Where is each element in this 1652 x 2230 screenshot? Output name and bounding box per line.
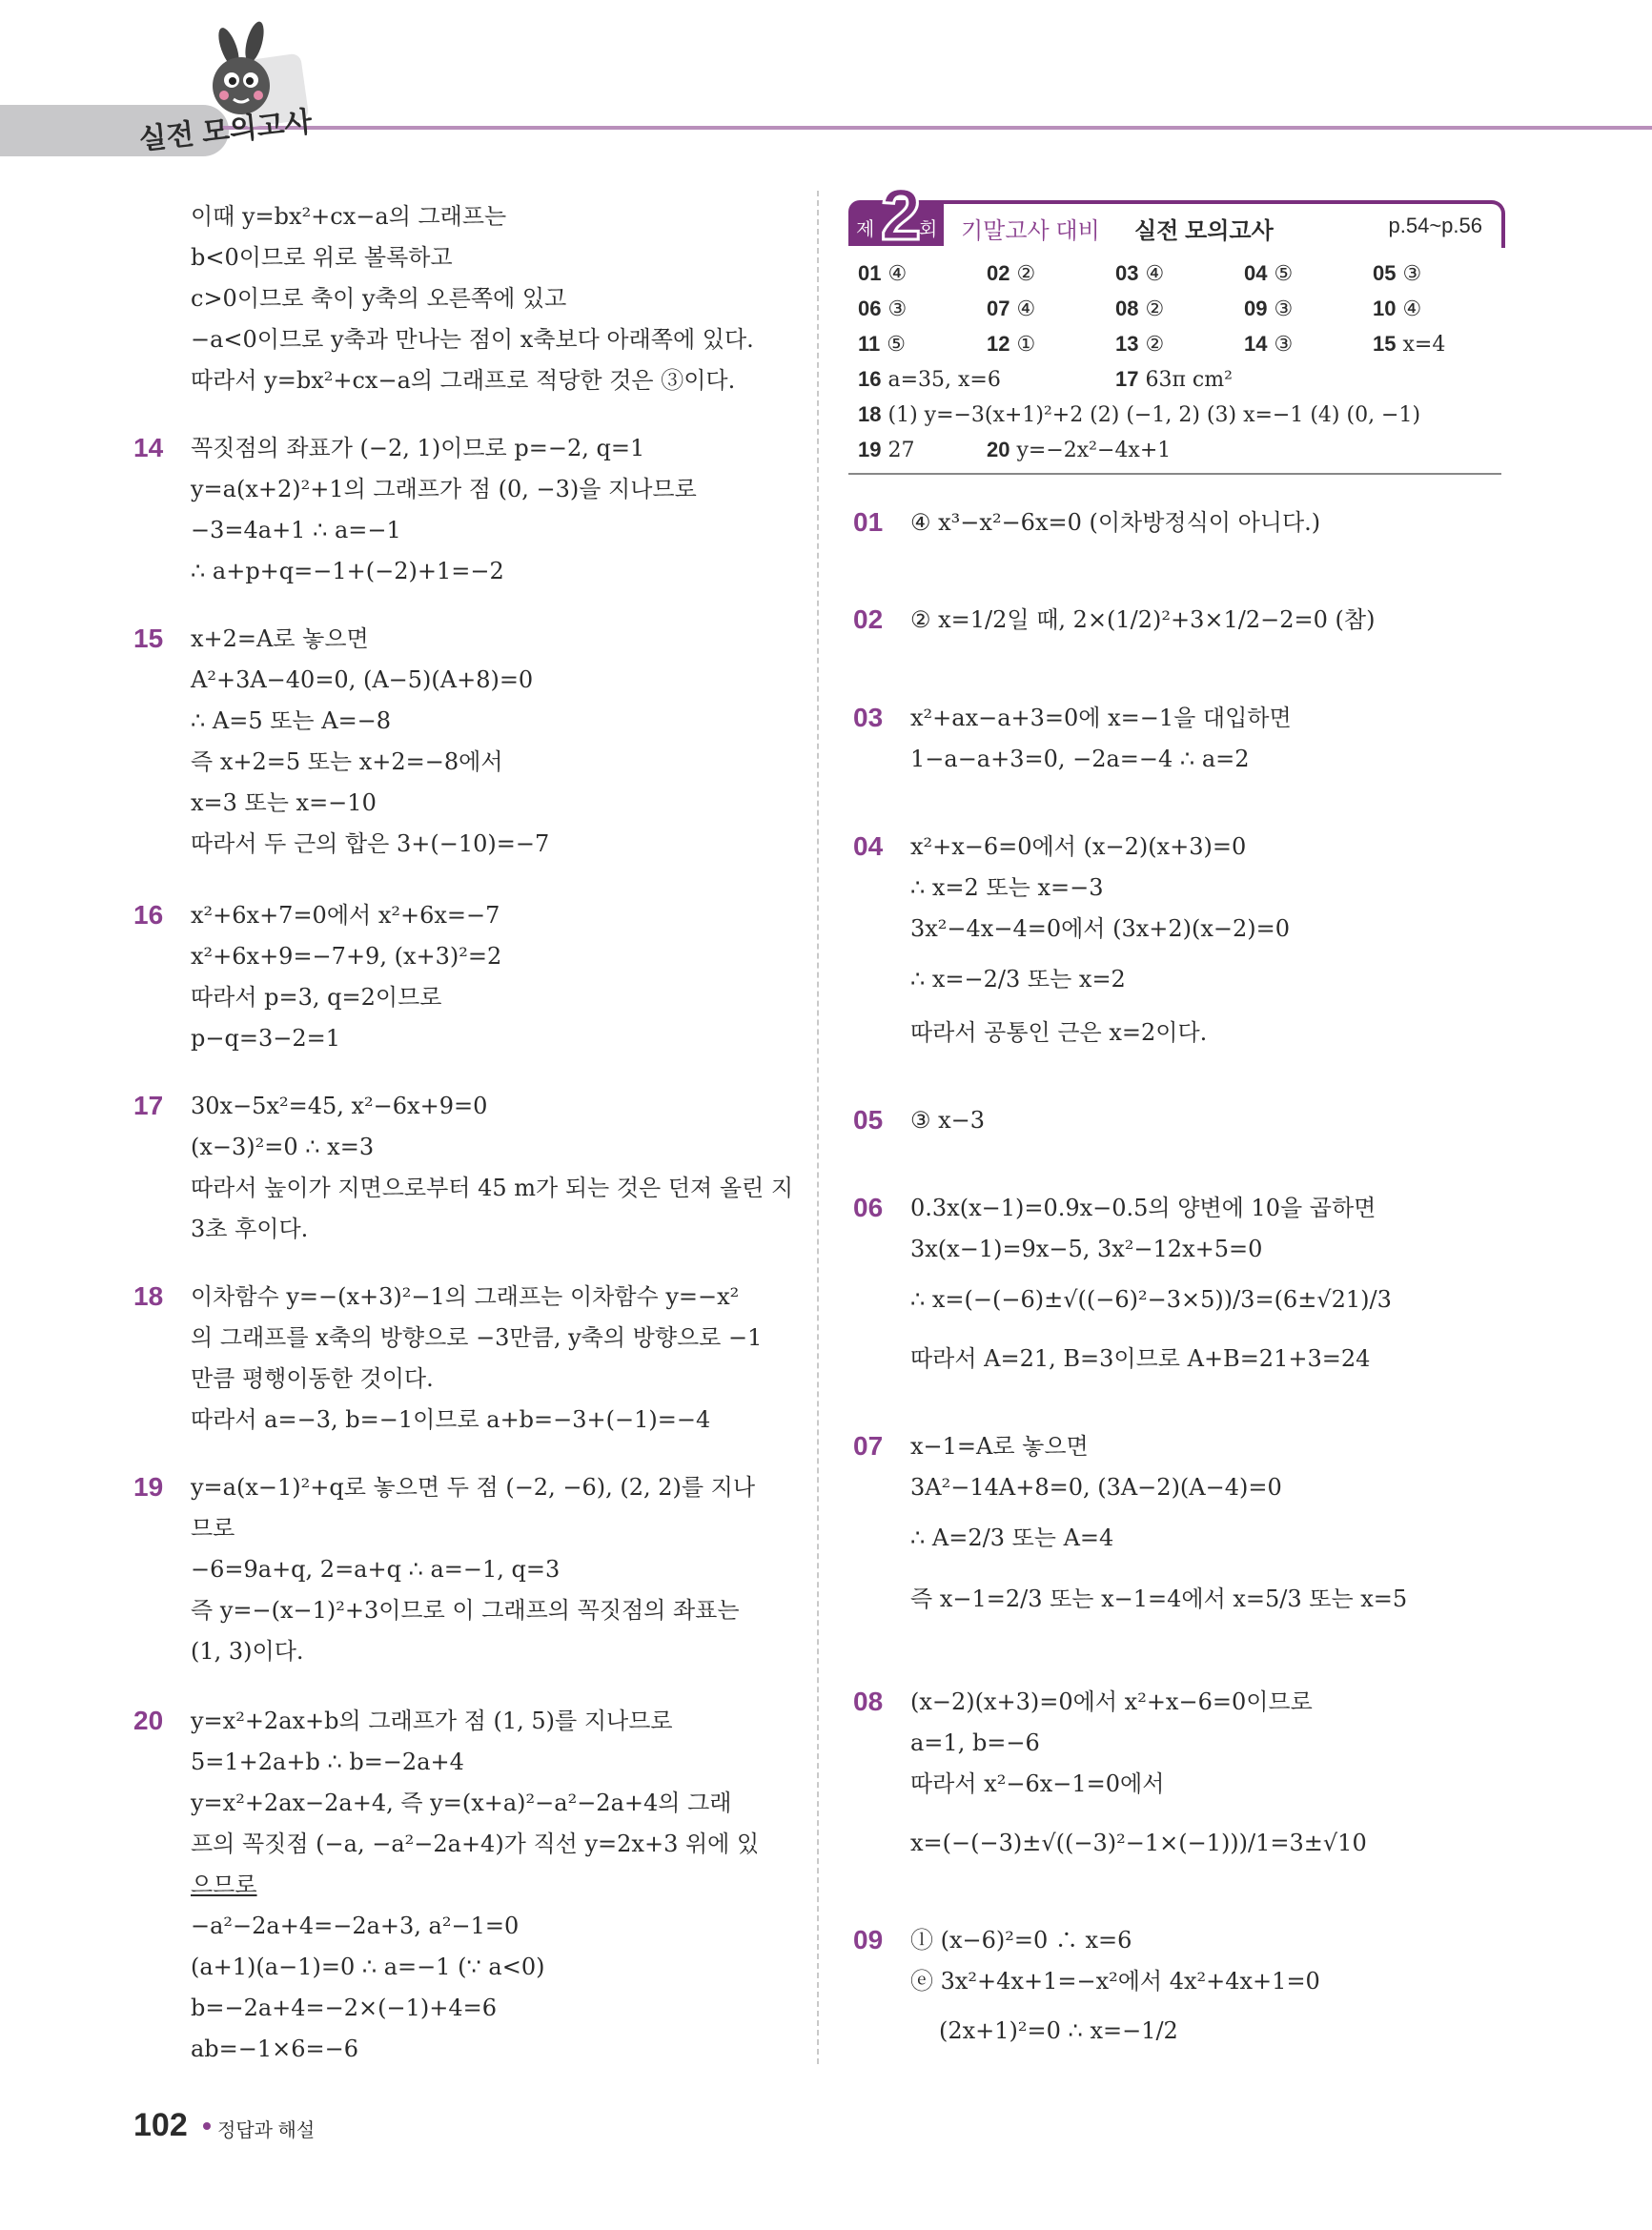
text-line: 따라서 A=21, B=3이므로 A+B=21+3=24 — [910, 1345, 1371, 1372]
text-line: 만큼 평행이동한 것이다. — [191, 1365, 434, 1392]
problem-number: 20 — [133, 1706, 164, 1735]
problem-number: 07 — [853, 1431, 884, 1461]
problem-number: 16 — [133, 900, 164, 930]
answer-number: 19 — [858, 438, 882, 461]
problem-number: 09 — [853, 1925, 884, 1954]
answer-value: ④ — [887, 262, 908, 286]
text-line: ⓛ (x−6)²=0 ∴ x=6 — [910, 1927, 1132, 1954]
answer-number: 04 — [1244, 261, 1268, 285]
text-line: 3x(x−1)=9x−5, 3x²−12x+5=0 — [910, 1236, 1263, 1262]
text-line: x²+ax−a+3=0에 x=−1을 대입하면 — [910, 705, 1292, 731]
page-range: p.54~p.56 — [1388, 214, 1482, 237]
round-number: 2 — [881, 174, 922, 256]
answer-value: ④ — [1016, 297, 1036, 321]
answer-number: 20 — [987, 438, 1010, 461]
answer-number: 07 — [987, 297, 1010, 320]
text-line: ∴ A=2/3 또는 A=4 — [910, 1524, 1114, 1551]
problem-number: 05 — [853, 1105, 884, 1135]
answer-value: ① — [1016, 333, 1036, 357]
column-divider — [817, 191, 819, 2064]
text-line: b<0이므로 위로 볼록하고 — [191, 244, 453, 271]
answer-number: 14 — [1244, 332, 1268, 356]
text-line: ∴ A=5 또는 A=−8 — [191, 707, 392, 734]
text-line: 따라서 공통인 근은 x=2이다. — [910, 1019, 1208, 1046]
text-line: y=x²+2ax−2a+4, 즉 y=(x+a)²−a²−2a+4의 그래 — [191, 1790, 732, 1816]
text-line: 므로 — [191, 1515, 235, 1542]
answer-box-subtitle: 기말고사 대비 — [961, 218, 1100, 244]
text-line: 따라서 높이가 지면으로부터 45 m가 되는 것은 던져 올린 지 — [191, 1175, 794, 1201]
header-title: 실전 모의고사 — [137, 106, 314, 156]
answer-value: ② — [1145, 333, 1165, 357]
text-line: (a+1)(a−1)=0 ∴ a=−1 (∵ a<0) — [191, 1954, 545, 1980]
answer-number: 11 — [858, 332, 881, 356]
footer-label: 정답과 해설 — [217, 2120, 316, 2141]
answer-number: 15 — [1373, 332, 1397, 356]
answer-number: 01 — [858, 261, 882, 285]
problem-number: 06 — [853, 1193, 884, 1222]
text-line: −a²−2a+4=−2a+3, a²−1=0 — [191, 1913, 520, 1939]
text-line: 으므로 — [191, 1872, 257, 1898]
text-line: (x−3)²=0 ∴ x=3 — [191, 1134, 375, 1160]
problem-number: 18 — [133, 1281, 164, 1311]
text-line: 즉 x−1=2/3 또는 x−1=4에서 x=5/3 또는 x=5 — [910, 1586, 1408, 1612]
text-line: (x−2)(x+3)=0에서 x²+x−6=0이므로 — [910, 1688, 1313, 1715]
answer-number: 18 — [858, 402, 882, 426]
text-line: x²+6x+9=−7+9, (x+3)²=2 — [191, 943, 502, 970]
text-line: 3x²−4x−4=0에서 (3x+2)(x−2)=0 — [910, 915, 1291, 942]
text-line: (2x+1)²=0 ∴ x=−1/2 — [939, 2017, 1178, 2044]
footer-bullet — [203, 2122, 211, 2130]
problem-number: 19 — [133, 1472, 164, 1502]
answer-value: ③ — [1274, 333, 1294, 357]
answer-value: (1) y=−3(x+1)²+2 (2) (−1, 2) (3) x=−1 (4) (0, −1) — [887, 403, 1421, 427]
answer-number: 08 — [1115, 297, 1139, 320]
problem-number: 08 — [853, 1687, 884, 1716]
text-line: ⓔ 3x²+4x+1=−x²에서 4x²+4x+1=0 — [910, 1968, 1320, 1995]
problem-number: 15 — [133, 624, 164, 653]
text-line: a=1, b=−6 — [910, 1729, 1040, 1756]
answer-number: 10 — [1373, 297, 1397, 320]
text-line: 1−a−a+3=0, −2a=−4 ∴ a=2 — [910, 746, 1250, 772]
answer-value: ④ — [1145, 262, 1165, 286]
text-line: ab=−1×6=−6 — [191, 2036, 359, 2062]
text-line: ③ x−3 — [910, 1107, 986, 1134]
text-line: ∴ x=−2/3 또는 x=2 — [910, 966, 1126, 992]
problem-number: 01 — [853, 507, 884, 537]
answer-value: a=35, x=6 — [887, 368, 1001, 392]
text-line: ④ x³−x²−6x=0 (이차방정식이 아니다.) — [910, 509, 1321, 536]
text-line: ∴ a+p+q=−1+(−2)+1=−2 — [191, 558, 504, 584]
text-line: 0.3x(x−1)=0.9x−0.5의 양변에 10을 곱하면 — [910, 1195, 1377, 1221]
answer-value: 63π cm² — [1145, 368, 1233, 392]
problem-number: 14 — [133, 433, 164, 462]
text-line: 프의 꼭짓점 (−a, −a²−2a+4)가 직선 y=2x+3 위에 있 — [191, 1831, 760, 1857]
answer-value: ④ — [1402, 297, 1422, 321]
text-line: c>0이므로 축이 y축의 오른쪽에 있고 — [191, 285, 567, 312]
answer-number: 16 — [858, 367, 882, 391]
text-line: x=(−(−3)±√((−3)²−1×(−1)))/1=3±√10 — [910, 1830, 1367, 1856]
text-line: −6=9a+q, 2=a+q ∴ a=−1, q=3 — [191, 1556, 561, 1583]
answer-number: 09 — [1244, 297, 1268, 320]
text-line: x=3 또는 x=−10 — [191, 789, 377, 816]
answer-number: 05 — [1373, 261, 1397, 285]
answer-value: ③ — [887, 297, 908, 321]
text-line: 따라서 p=3, q=2이므로 — [191, 984, 442, 1011]
answer-value: ⑤ — [887, 333, 906, 357]
text-line: −a<0이므로 y축과 만나는 점이 x축보다 아래쪽에 있다. — [191, 326, 754, 353]
text-line: y=x²+2ax+b의 그래프가 점 (1, 5)를 지나므로 — [191, 1708, 673, 1734]
page-number: 102 — [133, 2107, 188, 2143]
text-line: b=−2a+4=−2×(−1)+4=6 — [191, 1995, 497, 2021]
answer-box-bottom-line — [848, 473, 1501, 475]
answer-number: 12 — [987, 332, 1010, 356]
text-line: x+2=A로 놓으면 — [191, 625, 369, 652]
answer-number: 06 — [858, 297, 882, 320]
text-line: 5=1+2a+b ∴ b=−2a+4 — [191, 1749, 464, 1775]
text-line: ∴ x=2 또는 x=−3 — [910, 874, 1104, 901]
header-divider-line — [219, 126, 1652, 130]
text-line: ∴ x=(−(−6)±√((−6)²−3×5))/3=(6±√21)/3 — [910, 1286, 1392, 1313]
text-line: p−q=3−2=1 — [191, 1025, 340, 1052]
text-line: 따라서 y=bx²+cx−a의 그래프로 적당한 것은 ③이다. — [191, 367, 736, 394]
text-line: −3=4a+1 ∴ a=−1 — [191, 517, 401, 543]
problem-number: 02 — [853, 604, 884, 634]
text-line: 따라서 x²−6x−1=0에서 — [910, 1770, 1165, 1797]
text-line: 이차함수 y=−(x+3)²−1의 그래프는 이차함수 y=−x² — [191, 1283, 740, 1310]
text-line: x−1=A로 놓으면 — [910, 1433, 1089, 1460]
answer-box-title: 실전 모의고사 — [1134, 218, 1274, 244]
text-line: y=a(x−1)²+q로 놓으면 두 점 (−2, −6), (2, 2)를 지나 — [191, 1474, 756, 1501]
text-line: (1, 3)이다. — [191, 1638, 304, 1665]
answer-value: ② — [1145, 297, 1165, 321]
answer-number: 13 — [1115, 332, 1139, 356]
text-line: 이때 y=bx²+cx−a의 그래프는 — [191, 203, 507, 230]
text-line: A²+3A−40=0, (A−5)(A+8)=0 — [191, 666, 534, 693]
answer-number: 03 — [1115, 261, 1139, 285]
text-line: 3A²−14A+8=0, (3A−2)(A−4)=0 — [910, 1474, 1282, 1501]
round-suffix: 회 — [919, 219, 938, 240]
text-line: 따라서 두 근의 합은 3+(−10)=−7 — [191, 830, 550, 857]
text-line: 즉 y=−(x−1)²+3이므로 이 그래프의 꼭짓점의 좌표는 — [191, 1597, 740, 1624]
text-line: 꼭짓점의 좌표가 (−2, 1)이므로 p=−2, q=1 — [191, 435, 645, 461]
text-line: 의 그래프를 x축의 방향으로 −3만큼, y축의 방향으로 −1 — [191, 1324, 763, 1351]
text-line: ② x=1/2일 때, 2×(1/2)²+3×1/2−2=0 (참) — [910, 606, 1376, 633]
text-line: 3초 후이다. — [191, 1216, 309, 1242]
text-line: x²+6x+7=0에서 x²+6x=−7 — [191, 902, 500, 929]
text-line: 따라서 a=−3, b=−1이므로 a+b=−3+(−1)=−4 — [191, 1406, 711, 1433]
answer-value: x=4 — [1402, 333, 1446, 357]
text-line: 30x−5x²=45, x²−6x+9=0 — [191, 1093, 488, 1119]
quick-answer-box — [848, 174, 1501, 477]
answer-value: ② — [1016, 262, 1036, 286]
answer-number: 02 — [987, 261, 1010, 285]
answer-value: ③ — [1402, 262, 1422, 286]
problem-number: 17 — [133, 1091, 164, 1120]
problem-number: 03 — [853, 703, 884, 732]
text-line: 즉 x+2=5 또는 x+2=−8에서 — [191, 748, 503, 775]
round-prefix: 제 — [856, 219, 875, 240]
answer-value: ③ — [1274, 297, 1294, 321]
answer-value: ⑤ — [1274, 262, 1294, 286]
answer-value: y=−2x²−4x+1 — [1016, 439, 1172, 462]
answer-value: 27 — [887, 439, 915, 462]
answer-number: 17 — [1115, 367, 1139, 391]
text-line: x²+x−6=0에서 (x−2)(x+3)=0 — [910, 833, 1247, 860]
problem-number: 04 — [853, 831, 884, 861]
text-line: y=a(x+2)²+1의 그래프가 점 (0, −3)을 지나므로 — [191, 476, 697, 502]
